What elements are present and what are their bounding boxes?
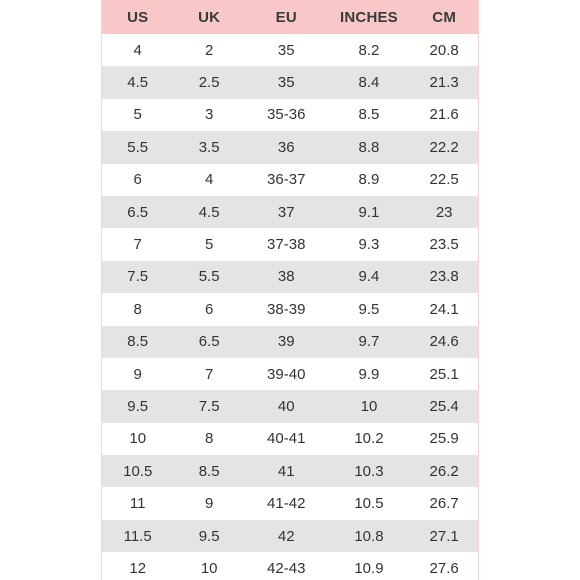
cell-us: 6 — [133, 171, 142, 189]
cell-cm: 23.5 — [429, 236, 459, 254]
cell-eu: 42 — [277, 527, 295, 545]
cell-cm: 25.1 — [429, 365, 459, 383]
cell-eu: 37-38 — [267, 236, 306, 254]
cell-uk: 3.5 — [198, 138, 220, 156]
table-row — [102, 228, 478, 260]
table-body — [102, 34, 478, 580]
cell-cm: 22.5 — [429, 171, 459, 189]
header-inches: INCHES — [340, 8, 398, 26]
cell-eu: 35 — [277, 41, 295, 59]
cell-cm: 26.7 — [429, 495, 459, 513]
cell-us: 8 — [133, 300, 142, 318]
cell-uk: 9.5 — [198, 527, 220, 545]
cell-inches: 10.9 — [354, 559, 384, 577]
cell-eu: 42-43 — [267, 559, 306, 577]
cell-inches: 10.2 — [354, 430, 384, 448]
cell-cm: 22.2 — [429, 138, 459, 156]
cell-inches: 10 — [360, 397, 378, 415]
header-eu: EU — [275, 8, 297, 26]
cell-inches: 10.5 — [354, 495, 384, 513]
cell-eu: 40 — [277, 397, 295, 415]
cell-us: 10 — [129, 430, 147, 448]
cell-us: 8.5 — [127, 333, 149, 351]
cell-us: 10.5 — [123, 462, 153, 480]
table-row — [102, 131, 478, 163]
cell-inches: 8.4 — [358, 74, 380, 92]
cell-inches: 9.7 — [358, 333, 380, 351]
header-cm: CM — [432, 8, 457, 26]
cell-cm: 27.6 — [429, 559, 459, 577]
cell-uk: 6 — [204, 300, 214, 318]
cell-cm: 23.8 — [429, 268, 459, 286]
cell-uk: 8 — [204, 430, 214, 448]
cell-eu: 37 — [277, 203, 295, 221]
cell-cm: 21.6 — [429, 106, 459, 124]
cell-us: 4 — [133, 41, 142, 59]
table-row — [102, 293, 478, 325]
cell-uk: 4.5 — [198, 203, 220, 221]
table-row — [102, 326, 478, 358]
cell-eu: 39-40 — [267, 365, 306, 383]
cell-inches: 9.9 — [358, 365, 380, 383]
cell-inches: 10.3 — [354, 462, 384, 480]
table-header-row — [102, 0, 478, 34]
cell-cm: 20.8 — [429, 41, 459, 59]
cell-cm: 23 — [435, 203, 453, 221]
cell-eu: 38-39 — [267, 300, 306, 318]
table-row — [102, 34, 478, 66]
cell-uk: 7 — [204, 365, 214, 383]
table-row — [102, 99, 478, 131]
table-row — [102, 552, 478, 580]
header-us: US — [127, 8, 149, 26]
table-row — [102, 455, 478, 487]
cell-eu: 38 — [277, 268, 295, 286]
cell-eu: 36-37 — [267, 171, 306, 189]
cell-eu: 41 — [277, 462, 295, 480]
table-row — [102, 261, 478, 293]
cell-uk: 3 — [204, 106, 214, 124]
cell-us: 7.5 — [127, 268, 149, 286]
table-row — [102, 164, 478, 196]
cell-inches: 10.8 — [354, 527, 384, 545]
cell-eu: 35 — [277, 74, 295, 92]
size-chart-table — [102, 0, 478, 580]
table-row — [102, 487, 478, 519]
table-row — [102, 358, 478, 390]
cell-inches: 9.4 — [358, 268, 380, 286]
cell-cm: 25.9 — [429, 430, 459, 448]
header-uk: UK — [198, 8, 221, 26]
table-row — [102, 390, 478, 422]
cell-us: 6.5 — [127, 203, 149, 221]
cell-eu: 40-41 — [267, 430, 306, 448]
cell-cm: 25.4 — [429, 397, 459, 415]
cell-cm: 27.1 — [429, 527, 459, 545]
cell-us: 5 — [133, 106, 142, 124]
cell-cm: 26.2 — [429, 462, 459, 480]
table-row — [102, 66, 478, 98]
cell-uk: 8.5 — [198, 462, 220, 480]
cell-inches: 8.2 — [358, 41, 380, 59]
cell-us: 12 — [129, 559, 147, 577]
cell-cm: 24.1 — [429, 300, 459, 318]
cell-uk: 5.5 — [198, 268, 220, 286]
cell-uk: 4 — [204, 171, 214, 189]
cell-uk: 6.5 — [198, 333, 220, 351]
size-chart-table-container — [101, 0, 479, 580]
cell-uk: 2 — [204, 41, 214, 59]
cell-inches: 9.5 — [358, 300, 380, 318]
cell-us: 9.5 — [127, 397, 149, 415]
cell-inches: 8.8 — [358, 138, 380, 156]
cell-us: 7 — [133, 236, 142, 254]
cell-inches: 9.1 — [358, 203, 380, 221]
cell-us: 4.5 — [127, 74, 149, 92]
cell-cm: 21.3 — [429, 74, 459, 92]
cell-eu: 36 — [277, 138, 295, 156]
cell-eu: 39 — [277, 333, 295, 351]
cell-eu: 35-36 — [267, 106, 306, 124]
cell-us: 9 — [133, 365, 142, 383]
cell-inches: 8.5 — [358, 106, 380, 124]
table-row — [102, 520, 478, 552]
cell-cm: 24.6 — [429, 333, 459, 351]
cell-us: 11 — [129, 495, 146, 513]
cell-us: 11.5 — [123, 527, 152, 545]
cell-uk: 5 — [204, 236, 214, 254]
cell-inches: 8.9 — [358, 171, 380, 189]
table-row — [102, 423, 478, 455]
cell-us: 5.5 — [127, 138, 149, 156]
table-row — [102, 196, 478, 228]
cell-uk: 9 — [204, 495, 214, 513]
cell-inches: 9.3 — [358, 236, 380, 254]
cell-uk: 2.5 — [198, 74, 220, 92]
cell-uk: 7.5 — [198, 397, 220, 415]
cell-eu: 41-42 — [267, 495, 306, 513]
cell-uk: 10 — [200, 559, 218, 577]
